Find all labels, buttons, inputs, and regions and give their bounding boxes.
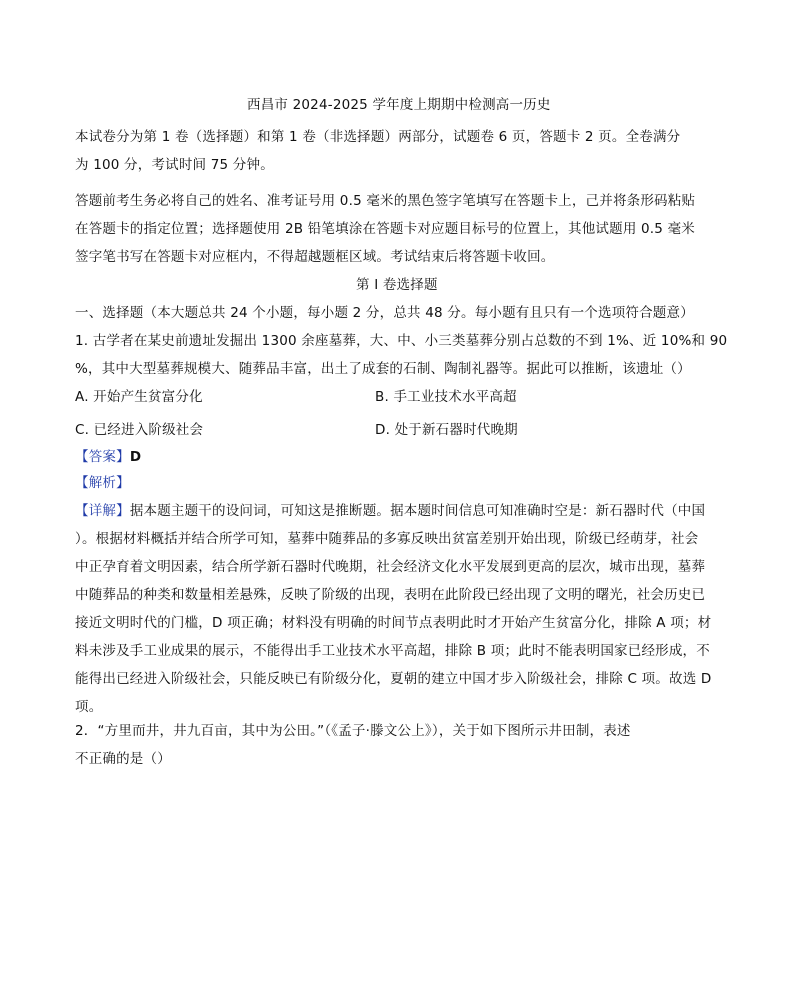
question-2-stem-line-2: 不正确的是（） (75, 751, 171, 767)
notice-line-1: 答题前考生务必将自己的姓名、准考证号用 0.5 毫米的黑色签字笔填写在答题卡上，己并将条形码粘贴 (75, 193, 696, 209)
intro-line-2: 为 100 分，考试时间 75 分钟。 (75, 157, 274, 173)
notice-line-2: 在答题卡的指定位置；选择题使用 2B 铅笔填涂在答题卡对应题目标号的位置上，其他试题用 0.5 毫米 (75, 221, 695, 237)
analysis-label: 【解析】 (75, 475, 130, 491)
notice-line-3: 签字笔书写在答题卡对应框内，不得超越题框区域。考试结束后将答题卡收回。 (75, 249, 555, 265)
answer-value: D (129, 449, 142, 465)
option-d: D. 处于新石器时代晚期 (375, 422, 518, 438)
detail-line-3: 中正孕育着文明因素，结合所学新石器时代晚期，社会经济文化水平发展到更高的层次，城市出现，墓葬 (75, 559, 706, 575)
question-1-stem-line-1: 1. 古学者在某史前遗址发掘出 1300 余座墓葬，大、中、小三类墓葬分别占总数的不到 1%、近 10%和 90 (75, 333, 728, 349)
detail-line-4: 中随葬品的种类和数量相差悬殊，反映了阶级的出现，表明在此阶段已经出现了文明的曙光，社会历史已 (75, 587, 706, 603)
option-a: A. 开始产生贫富分化 (75, 389, 203, 405)
option-b: B. 手工业技术水平高超 (375, 389, 517, 405)
answer-line (75, 448, 141, 466)
detail-line-5: 接近文明时代的门槛，D 项正确；材料没有明确的时间节点表明此时才开始产生贫富分化，排除 A 项；材 (75, 615, 712, 631)
option-c: C. 已经进入阶级社会 (75, 422, 204, 438)
detail-text-1: 据本题主题干的设问词，可知这是推断题。据本题时间信息可知准确时空是：新石器时代（中国 (129, 503, 706, 519)
question-2-stem-line-1: 2．“方里而井，井九百亩，其中为公田。”（《孟子·滕文公上》），关于如下图所示井田制，表述 (75, 723, 631, 739)
detail-line-1 (75, 502, 705, 520)
intro-line-1: 本试卷分为第 1 卷（选择题）和第 1 卷（非选择题）两部分，试题卷 6 页，答题卡 2 页。全卷满分 (75, 129, 681, 145)
detail-line-7: 能得出已经进入阶级社会，只能反映已有阶级分化，夏朝的建立中国才步入阶级社会，排除 C 项。故选 D (75, 671, 712, 687)
detail-line-6: 料未涉及手工业成果的展示，不能得出手工业技术水平高超，排除 B 项；此时不能表明国家已经形成，不 (75, 643, 710, 659)
detail-label: 【详解】 (75, 503, 130, 519)
detail-line-2: ）。根据材料概括并结合所学可知，墓葬中随葬品的多寡反映出贫富差别开始出现，阶级已经萌芽，社会 (75, 531, 699, 547)
section-description: 一、选择题（本大题总共 24 个小题，每小题 2 分，总共 48 分。每小题有且只有一个选项符合题意） (75, 305, 694, 321)
detail-line-8: 项。 (75, 699, 103, 715)
section-title: 第 I 卷选择题 (356, 277, 438, 293)
question-1-stem-line-2: %，其中大型墓葬规模大、随葬品丰富，出土了成套的石制、陶制礼器等。据此可以推断，该遗址（） (75, 361, 691, 377)
exam-title: 西昌市 2024-2025 学年度上期期中检测高一历史 (247, 97, 551, 113)
answer-label: 【答案】 (75, 449, 130, 465)
